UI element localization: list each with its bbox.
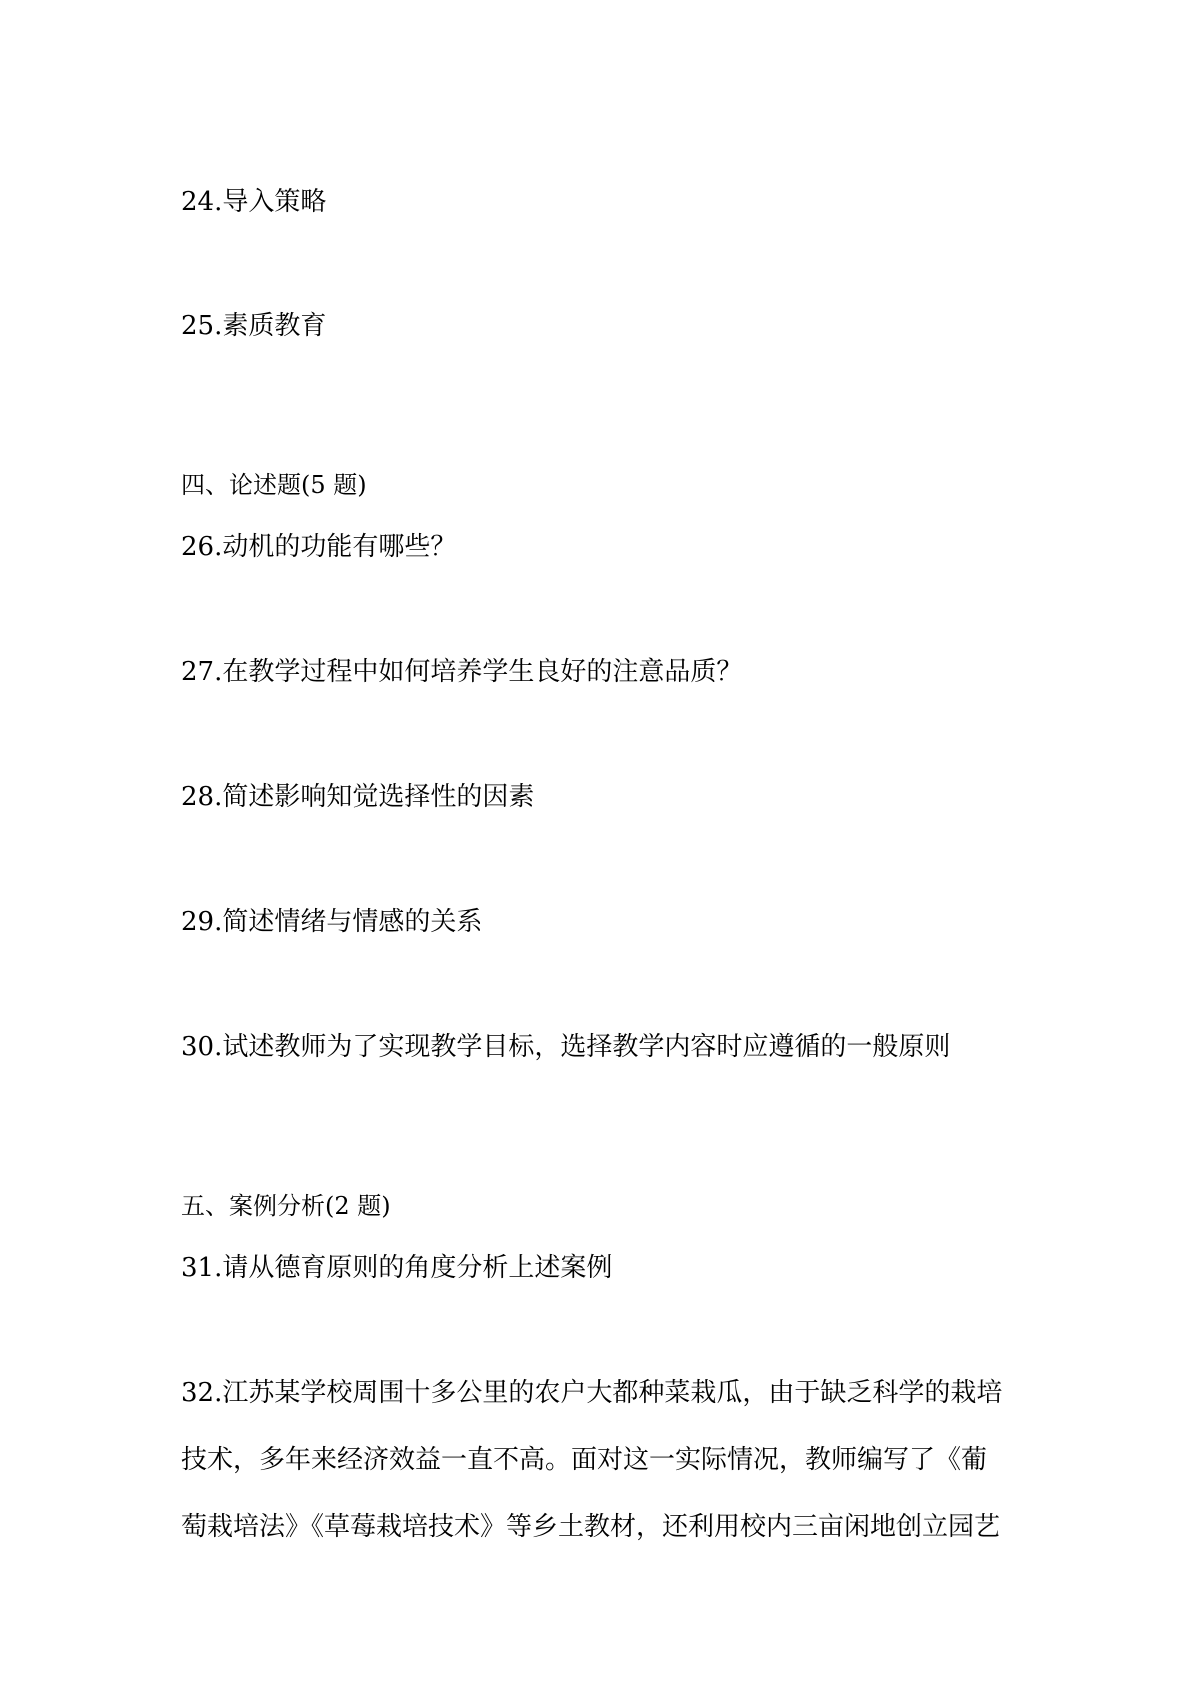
question-32-line-3: 萄栽培法》《草莓栽培技术》等乡土教材，还利用校内三亩闲地创立园艺	[181, 1512, 1001, 1542]
question-32-line-2: 技术，多年来经济效益一直不高。面对这一实际情况，教师编写了《葡	[181, 1445, 988, 1475]
question-30: 30.试述教师为了实现教学目标，选择教学内容时应遵循的一般原则	[181, 1032, 951, 1062]
section-heading-case-analysis: 五、案例分析(2 题)	[181, 1192, 391, 1220]
question-27: 27.在教学过程中如何培养学生良好的注意品质？	[181, 657, 743, 687]
question-26: 26.动机的功能有哪些？	[181, 532, 457, 562]
question-28: 28.简述影响知觉选择性的因素	[181, 782, 535, 812]
question-29: 29.简述情绪与情感的关系	[181, 907, 483, 937]
question-31: 31.请从德育原则的角度分析上述案例	[181, 1253, 613, 1283]
question-32-line-1: 32.江苏某学校周围十多公里的农户大都种菜栽瓜，由于缺乏科学的栽培	[181, 1378, 1003, 1408]
section-heading-essay: 四、论述题(5 题)	[181, 471, 367, 499]
question-25: 25.素质教育	[181, 311, 327, 341]
question-24: 24.导入策略	[181, 187, 327, 217]
